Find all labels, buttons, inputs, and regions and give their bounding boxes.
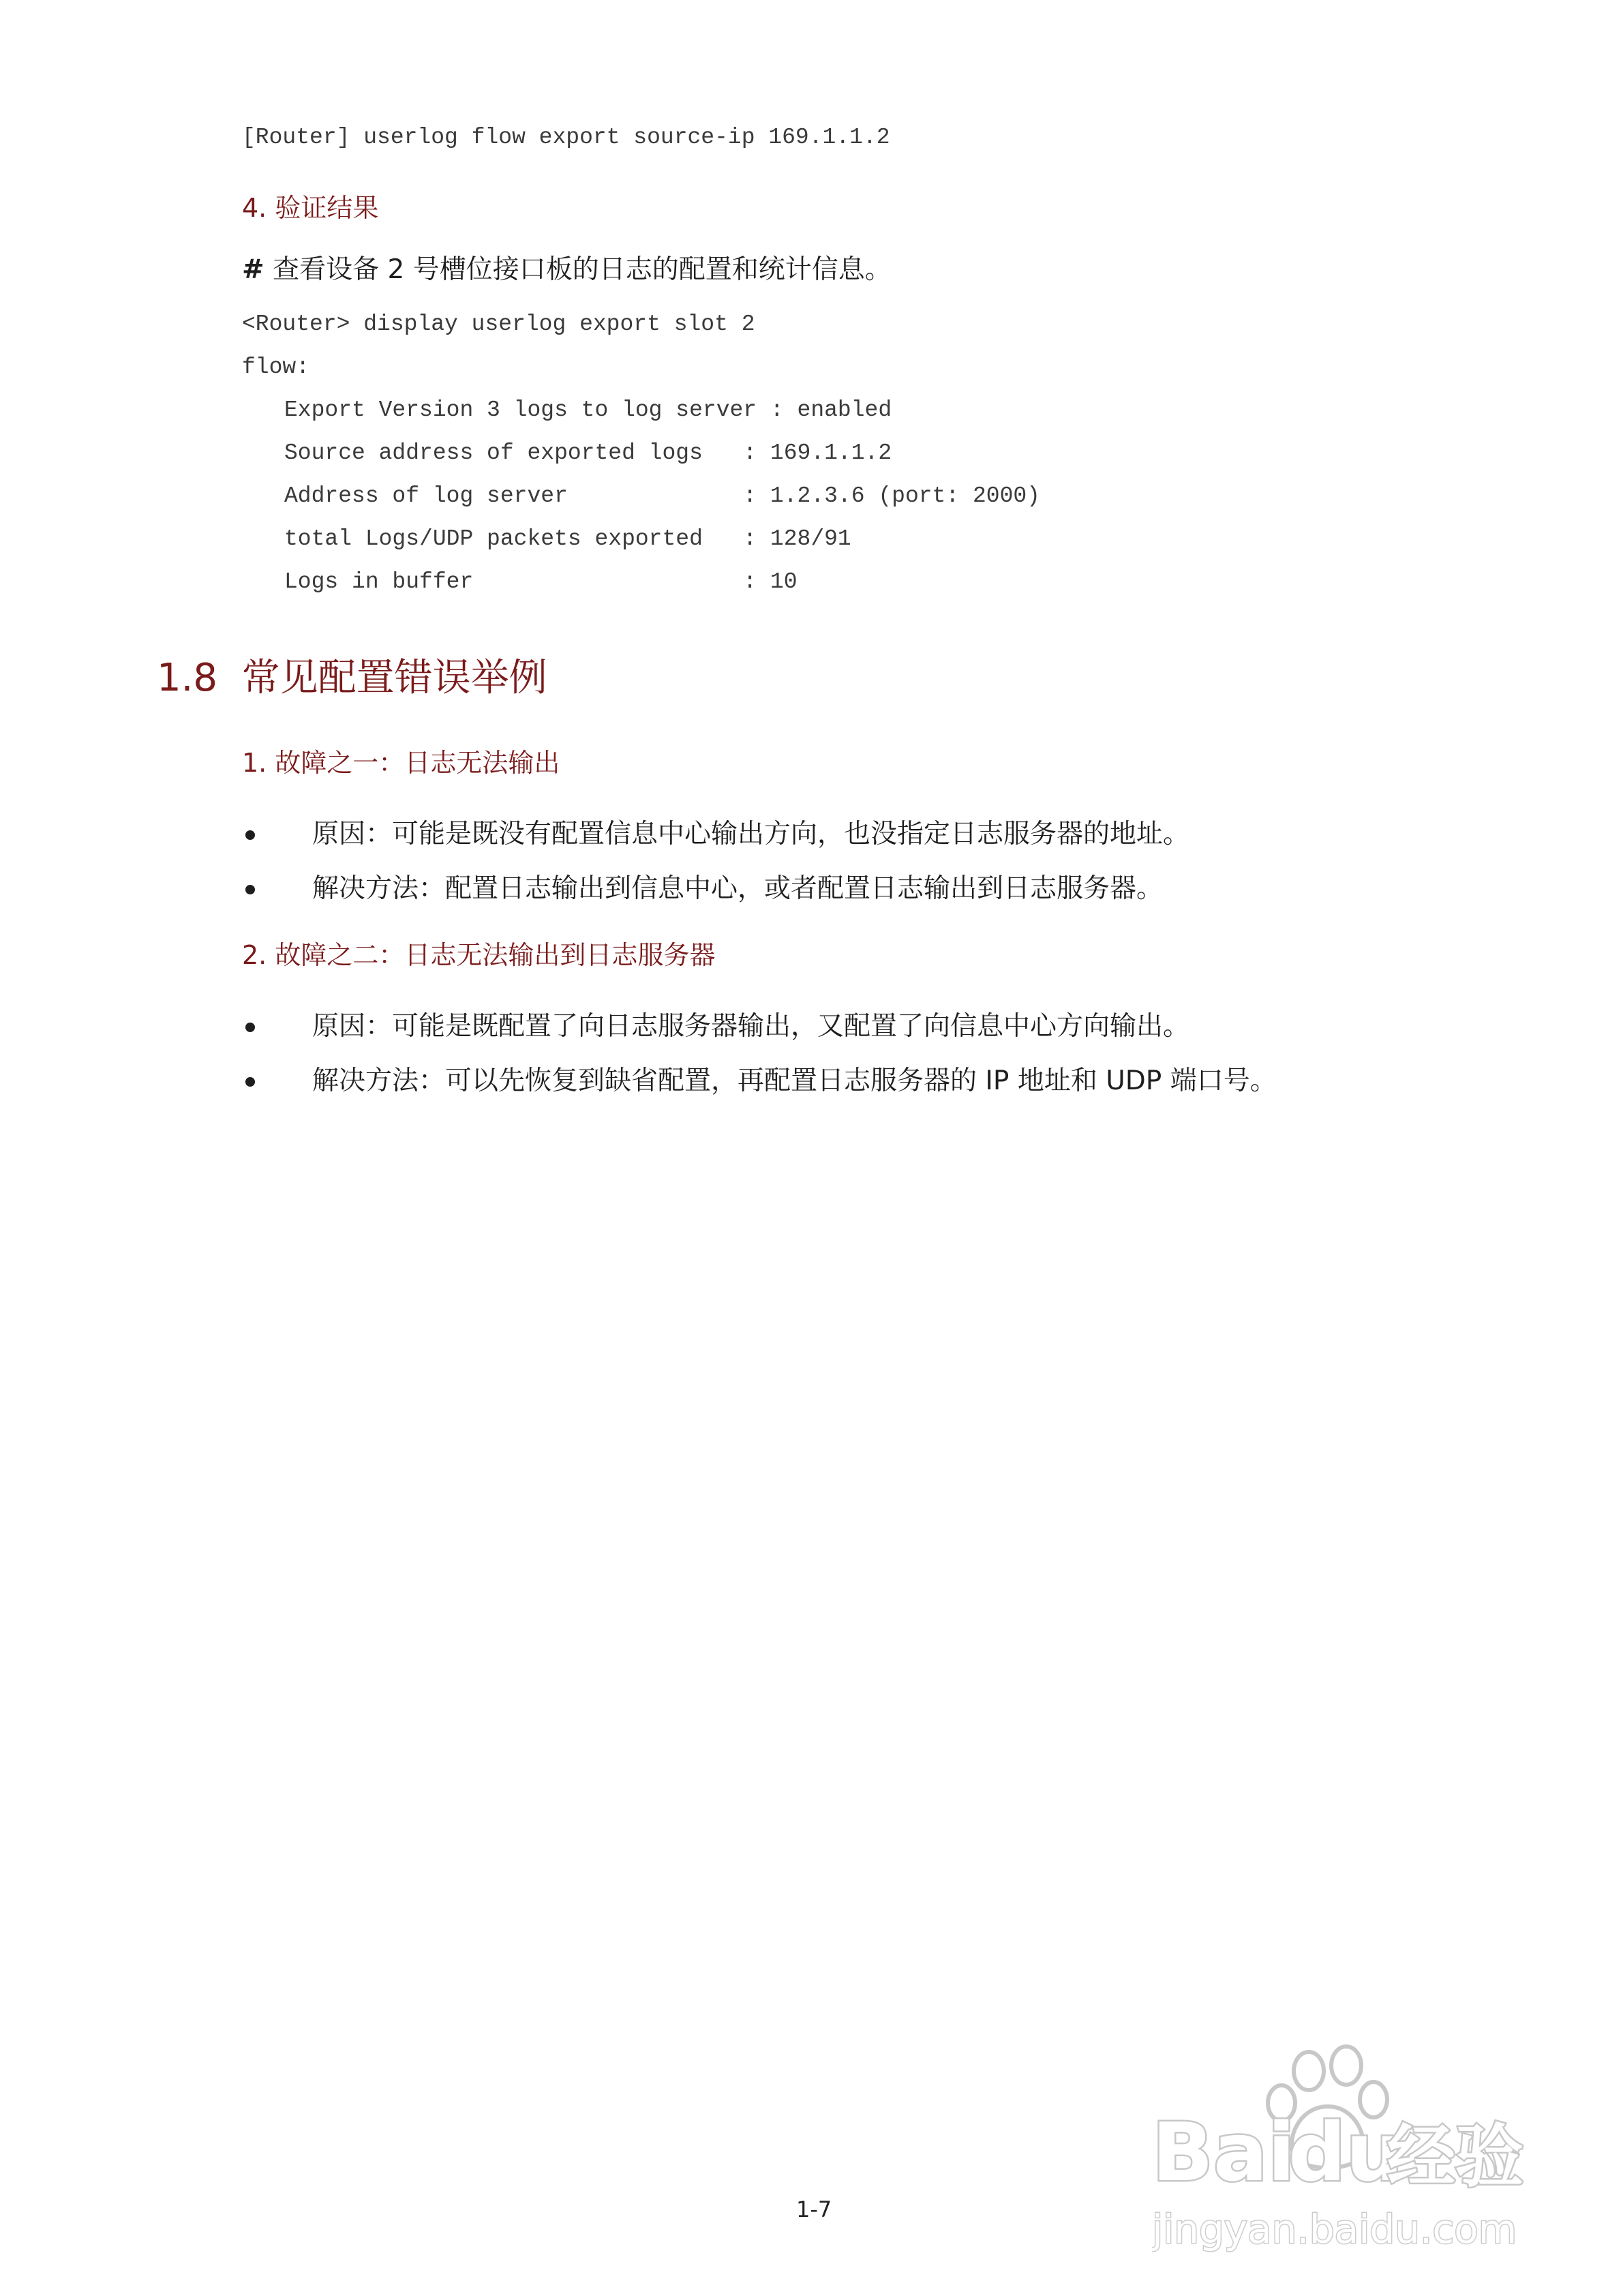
svg-text:jingyan.baidu.com: jingyan.baidu.com — [1152, 2206, 1517, 2252]
code-line-output: Address of log server : 1.2.3.6 (port: 2000) — [284, 483, 1040, 509]
bullet-dot — [245, 885, 255, 894]
verify-description — [242, 248, 892, 286]
fault1-solution: 解决方法：配置日志输出到信息中心，或者配置日志输出到日志服务器。 — [312, 873, 1164, 904]
code-line-output: Logs in buffer : 10 — [284, 569, 798, 594]
section-heading-common-errors: 1.8 常见配置错误举例 — [157, 656, 547, 700]
bullet-dot — [245, 830, 255, 840]
baidu-paw-icon — [1152, 2038, 1534, 2256]
section-heading-verify: 4. 验证结果 — [242, 193, 379, 223]
hash-marker: # — [242, 254, 264, 285]
fault1-cause: 原因：可能是既没有配置信息中心输出方向，也没指定日志服务器的地址。 — [312, 819, 1190, 849]
code-line-output: Source address of exported logs : 169.1.1.2 — [284, 440, 892, 466]
verify-text: 查看设备 2 号槽位接口板的日志的配置和统计信息。 — [264, 254, 892, 285]
subheading-fault-1: 1. 故障之一：日志无法输出 — [242, 748, 560, 778]
code-line-output: total Logs/UDP packets exported : 128/91 — [284, 526, 851, 552]
bullet-dot — [245, 1023, 255, 1032]
code-line-flow-label: flow: — [242, 354, 310, 380]
fault2-cause: 原因：可能是既配置了向日志服务器输出，又配置了向信息中心方向输出。 — [312, 1011, 1190, 1042]
svg-text:du: du — [1288, 2105, 1404, 2199]
code-line-display-command: <Router> display userlog export slot 2 — [242, 312, 755, 337]
fault2-solution: 解决方法：可以先恢复到缺省配置，再配置日志服务器的 IP 地址和 UDP 端口号。 — [312, 1066, 1277, 1096]
bullet-dot — [245, 1077, 255, 1087]
code-line-output: Export Version 3 logs to log server : enabled — [284, 397, 892, 423]
svg-text:经验: 经验 — [1387, 2117, 1523, 2196]
code-line-export-source-ip: [Router] userlog flow export source-ip 169.1.1.2 — [242, 125, 890, 150]
baidu-jingyan-watermark — [1152, 2038, 1534, 2256]
svg-text:Bai: Bai — [1152, 2105, 1296, 2199]
page-number: 1-7 — [796, 2196, 832, 2222]
subheading-fault-2: 2. 故障之二：日志无法输出到日志服务器 — [242, 940, 716, 970]
